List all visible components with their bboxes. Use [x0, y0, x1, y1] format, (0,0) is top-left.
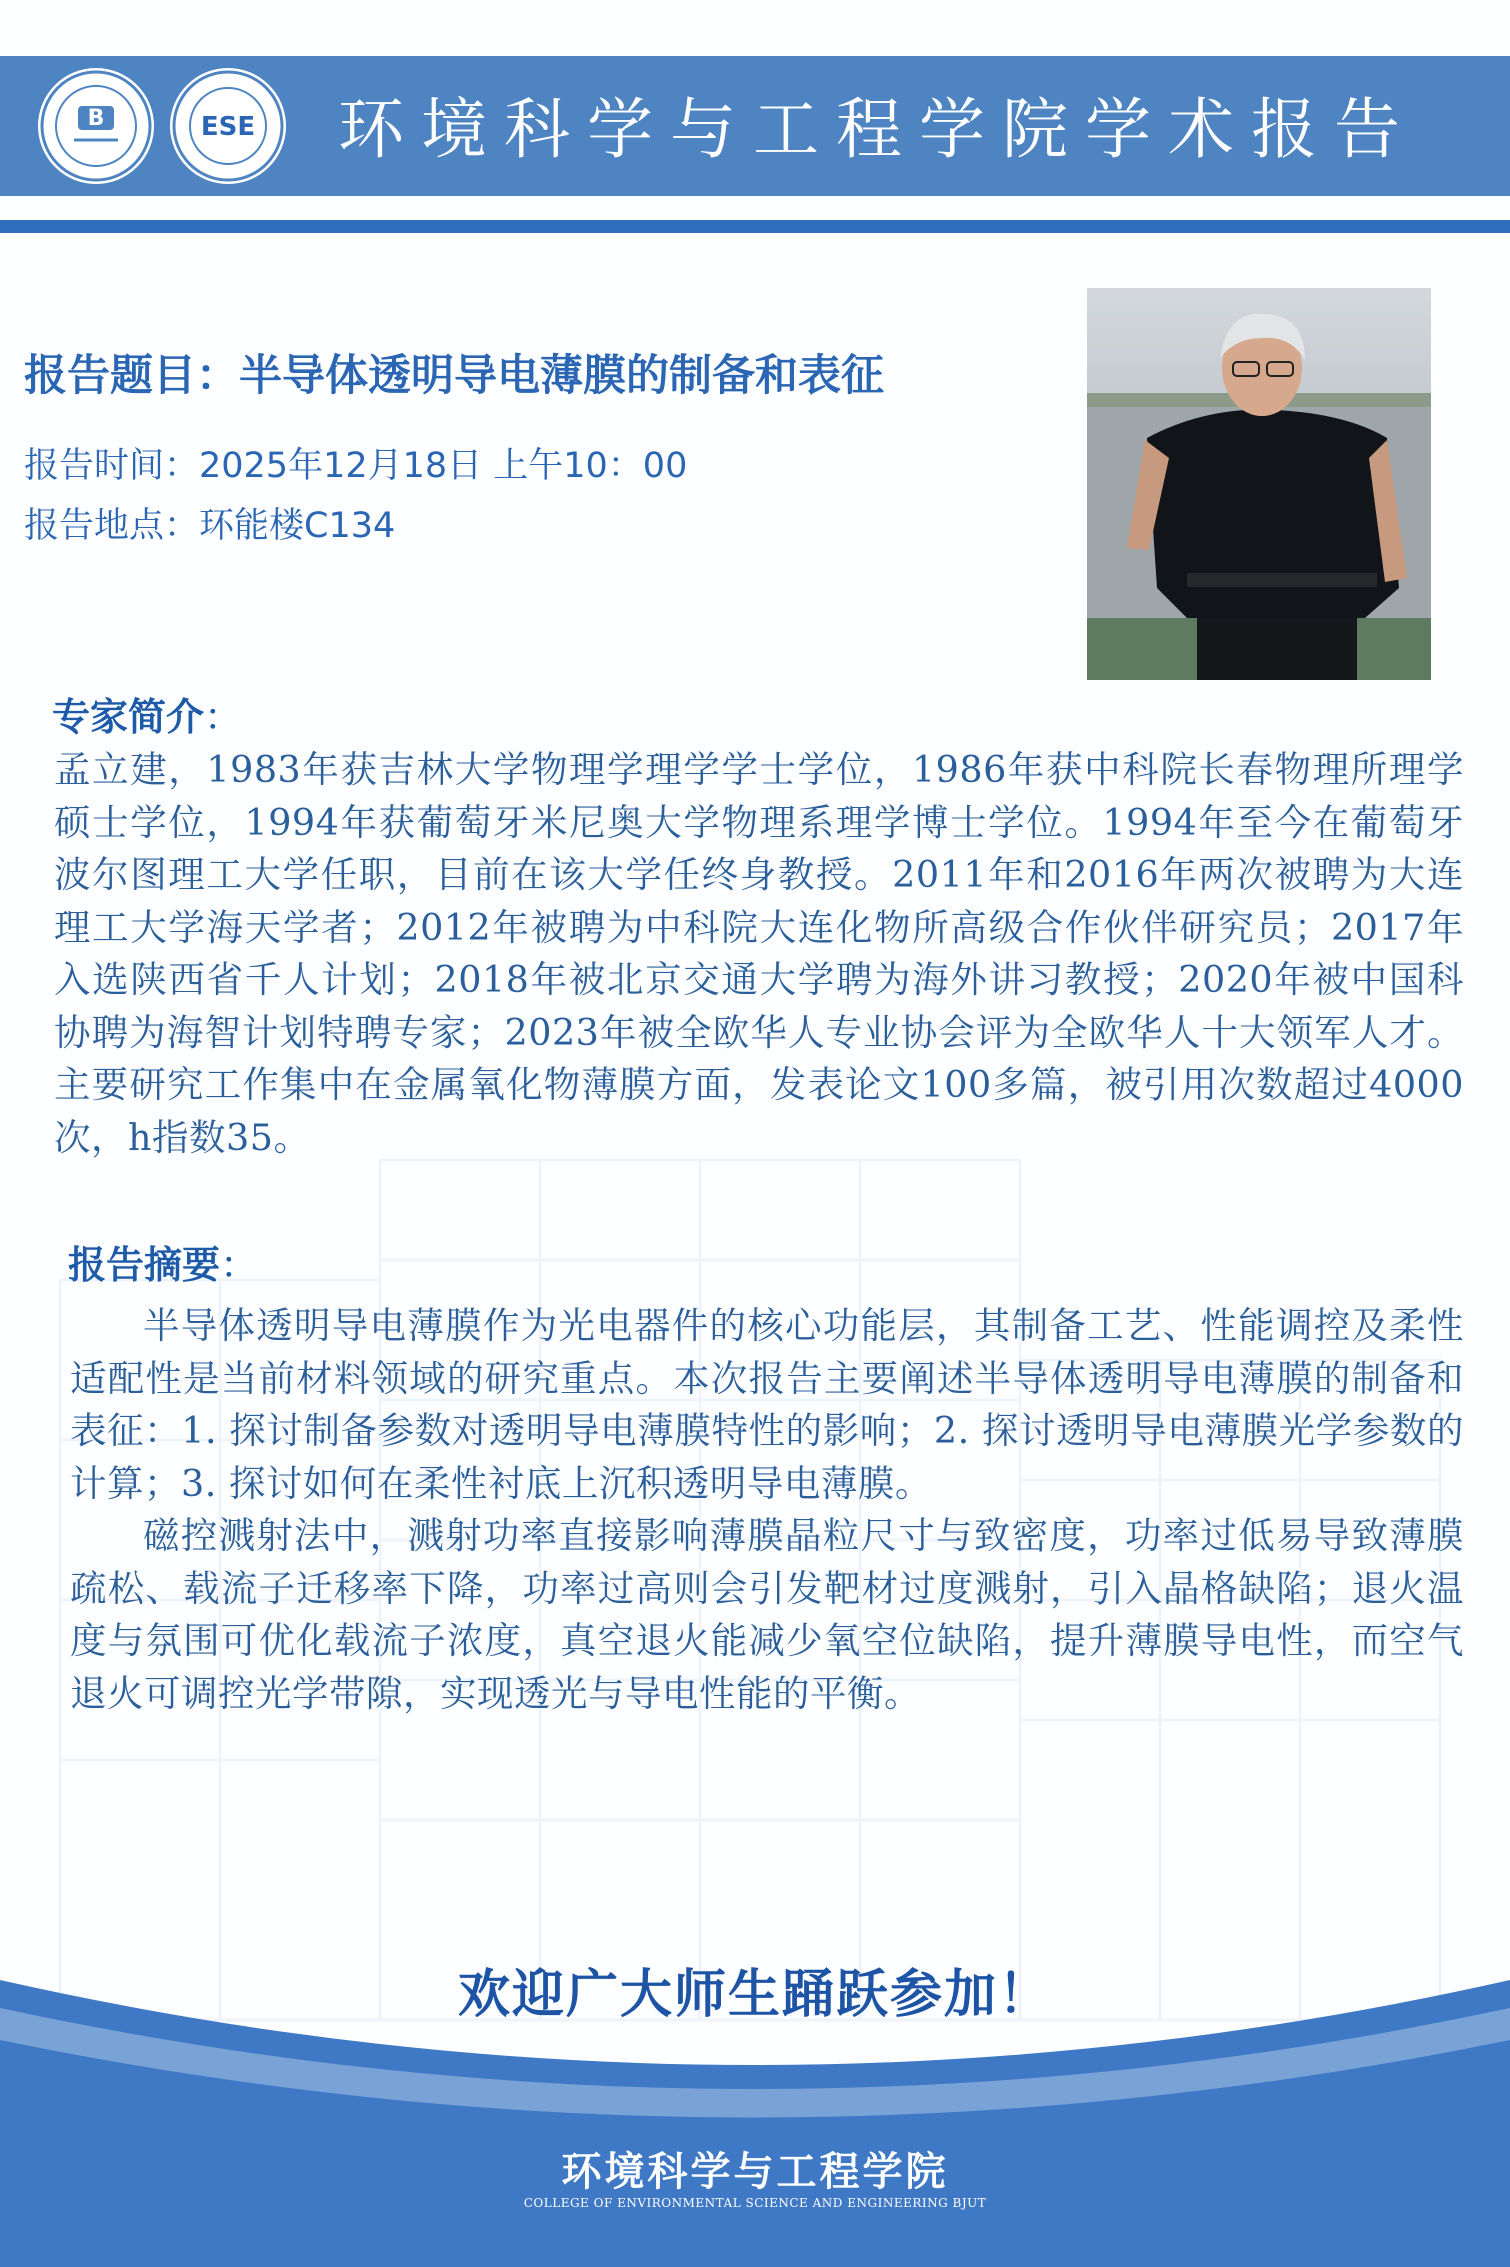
- page-title: 环境科学与工程学院学术报告: [338, 91, 1417, 168]
- college-name-en: COLLEGE OF ENVIRONMENTAL SCIENCE AND ENGINEERING BJUT: [523, 2196, 987, 2210]
- report-topic: 报告题目：半导体透明导电薄膜的制备和表征: [24, 351, 884, 401]
- speaker-photo: [1087, 288, 1431, 680]
- university-logo: [38, 68, 154, 184]
- bio-heading-colon: ：: [204, 695, 243, 739]
- college-seal-icon: [170, 68, 286, 184]
- abstract-heading: [68, 1234, 258, 1289]
- report-time: 报告时间：2025年12月18日 上午10：00: [24, 446, 688, 486]
- welcome-slogan: 欢迎广大师生踊跃参加！: [457, 1965, 1052, 2025]
- logo-left-letter: B: [87, 106, 105, 131]
- bio-heading: [52, 686, 242, 741]
- abstract-heading-colon: ：: [220, 1243, 259, 1287]
- college-logo: [170, 68, 286, 184]
- university-seal-icon: [38, 68, 154, 184]
- report-place: 报告地点：环能楼C134: [24, 506, 396, 546]
- bio-text: 孟立建，1983年获吉林大学物理学理学学士学位，1986年获中科院长春物理所理学硕士学位，1994年获葡萄牙米尼奥大学物理系理学博士学位。1994年至今在葡萄牙波尔图理工大学任职，目前在该大学任终身教授。2011年和2016年两次被聘为大连理工大学海天学者；2012年被聘为中科院大连化物所高级合作伙伴研究员；2017年入选陕西省千人计划；2018年被北京交通大学聘为海外讲习教授；2020年被中国科协聘为海智计划特聘专家；2023年被全欧华人专业协会评为全欧华人十大领军人才。主要研究工作集中在金属氧化物薄膜方面，发表论文100多篇，被引用次数超过4000次，h指数35。: [54, 748, 1464, 1159]
- logo-right-letters: ESE: [200, 112, 256, 142]
- abstract-body: [70, 1300, 1464, 1720]
- college-name-cn: 环境科学与工程学院: [561, 2149, 949, 2195]
- abstract-paragraph-1: 半导体透明导电薄膜作为光电器件的核心功能层，其制备工艺、性能调控及柔性适配性是当前材料领域的研究重点。本次报告主要阐述半导体透明导电薄膜的制备和表征：1. 探讨制备参数对透明导电薄膜特性的影响；2. 探讨透明导电薄膜光学参数的计算；3. 探讨如何在柔性衬底上沉积透明导电薄膜。: [70, 1304, 1464, 1505]
- header-divider: [0, 220, 1510, 233]
- abstract-paragraph-2: 磁控溅射法中，溅射功率直接影响薄膜晶粒尺寸与致密度，功率过低易导致薄膜疏松、载流子迁移率下降，功率过高则会引发靶材过度溅射，引入晶格缺陷；退火温度与氛围可优化载流子浓度，真空退火能减少氧空位缺陷，提升薄膜导电性，而空气退火可调控光学带隙，实现透光与导电性能的平衡。: [70, 1514, 1464, 1715]
- abstract-heading-text: 报告摘要: [68, 1243, 221, 1287]
- bio-heading-text: 专家简介: [52, 695, 205, 739]
